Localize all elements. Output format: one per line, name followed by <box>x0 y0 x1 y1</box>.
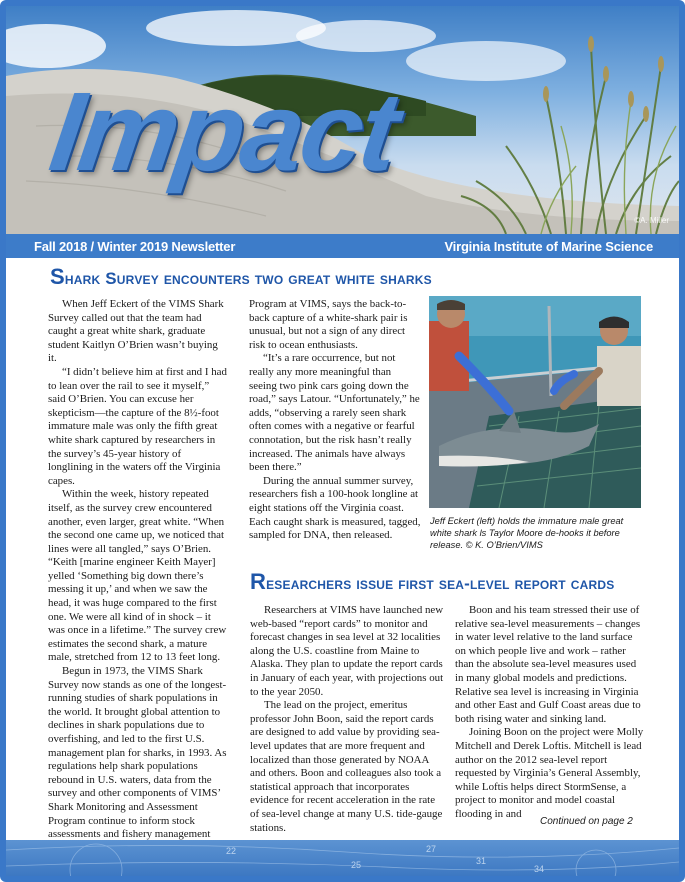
paragraph: The lead on the project, emeritus professor John Boon, said the report cards are designed to add value by providing sea-level updates that are more frequent and localized than those generated by NOAA and others. Boon and colleagues also took a statistical approach that incorporates evidence for recent acceleration in the rate of sea-level change at many U.S. tide-gauge stations. <box>250 699 443 834</box>
paragraph: Begun in 1973, the VIMS Shark Survey now stands as one of the longest-running studies of shark populations in the world. It brought global attention to declines in shark populations due to overfishing, and led to the first U.S. management plan for sharks, in 1993. As regulations help shark populations rebound in U.S. waters, data from the survey and other components of VIMS’ Shark Monitoring and Assessment Program continue to inform stock assessments and fishery management <box>48 665 227 841</box>
issue-label: Fall 2018 / Winter 2019 Newsletter <box>34 238 236 254</box>
chart-number: 34 <box>534 864 545 874</box>
paragraph: Boon and his team stressed their use of relative sea-level measurements – changes in water level relative to the land surface on which people live and work – rather than the absolute sea-level measures used in many global models and predictions. Relative sea level is increasing in Virginia and other East and Gulf Coast areas due to both rising water and sinking land. <box>455 604 641 725</box>
masthead-title: Impact <box>43 69 404 194</box>
chart-number: 31 <box>476 856 487 866</box>
footer-chart-strip <box>6 840 679 876</box>
hero-image <box>6 6 679 234</box>
article2-column1 <box>250 604 446 835</box>
shark-photo <box>429 296 641 508</box>
nautical-chart-pattern <box>6 840 679 876</box>
article1-headline: Shark Survey encounters two great white sharks <box>50 264 432 289</box>
article1-column1 <box>48 298 228 876</box>
paragraph: Within the week, history repeated itself, as the survey crew encountered another, even larger, great white. “When the second one came up, we noticed that lines were all tangled,” says O’Brien. “Keith [marine engineer Keith Mayer] yelled ‘Something big down there’s messing it up,’ and when we saw the head, it was huge compared to the first one. We were all kind of in shock – it was once in a lifetime.” The survey crew estimates the second shark, a mature male, stretched from 12 to 13 feet long. <box>48 488 227 664</box>
paragraph: Program at VIMS, says the back-to-back capture of a white-shark pair is unusual, but not a sign of any direct risk to ocean enthusiasts. <box>249 298 408 351</box>
hero-photo-credit: ©A. Miller <box>634 216 669 225</box>
newsletter-page <box>6 6 679 876</box>
article2-column2 <box>455 604 645 822</box>
continued-link[interactable]: Continued on page 2 <box>540 816 633 827</box>
article2-headline: Researchers issue first sea-level report cards <box>250 569 615 594</box>
shark-boat-illustration <box>429 296 641 508</box>
chart-number: 27 <box>426 844 437 854</box>
article1-column2 <box>249 298 421 543</box>
issue-banner <box>6 234 679 258</box>
chart-number: 22 <box>226 846 237 856</box>
paragraph: Researchers at VIMS have launched new web-based “report cards” to monitor and forecast changes in sea level at 32 localities along the U.S. coastline from Maine to Alaska. They plan to update the report cards in January of each year, with projections out to the year 2050. <box>250 604 444 698</box>
paragraph: When Jeff Eckert of the VIMS Shark Survey called out that the team had caught a great white shark, graduate student Kaitlyn O’Brien wasn’t buying it. <box>48 298 224 365</box>
publisher-label: Virginia Institute of Marine Science <box>444 238 653 254</box>
paragraph: “I didn’t believe him at first and I had to lean over the rail to see it myself,” said O’Brien. You can excuse her skepticism—the capture of the 8½-foot immature male was only the fifth great white shark captured by researchers in the survey’s 45-year history of longlining in the waters off the Virginia capes. <box>48 365 227 487</box>
paragraph: During the annual summer survey, researchers fish a 100-hook longline at eight stations off the Virginia coast. Each caught shark is measured, tagged, sampled for DNA, then released. <box>249 474 421 542</box>
paragraph: Joining Boon on the project were Molly Mitchell and Derek Loftis. Mitchell is lead author on the 2012 sea-level report requested by Virginia’s General Assembly, while Loftis helps direct StormSense, a project to monitor and model coastal flooding in and <box>455 726 644 820</box>
chart-number: 25 <box>351 860 362 870</box>
photo-caption: Jeff Eckert (left) holds the immature male great white shark ls Taylor Moore de-hooks it before release. © K. O’Brien/VIMS <box>430 516 624 550</box>
paragraph: “It’s a rare occurrence, but not really any more meaningful than seeing two pink cars going down the road,” says Latour. “Unfortunately,” he adds, “observing a rarely seen shark often comes with a negative or fearful connotation, but the risk hasn’t really increased. The animals have always been there.” <box>249 352 420 474</box>
